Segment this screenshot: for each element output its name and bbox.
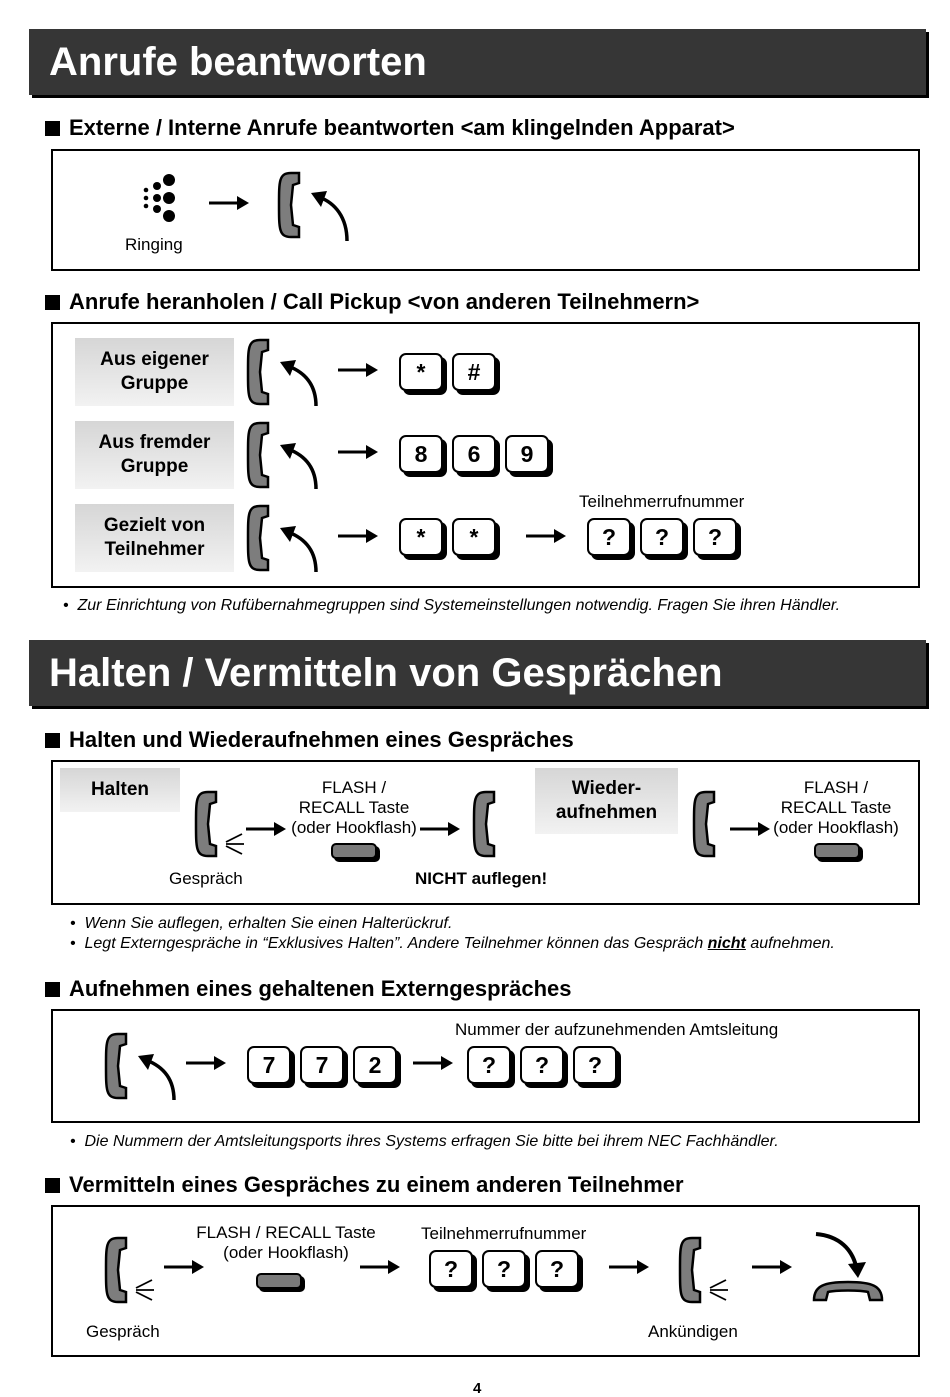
bullet: • xyxy=(63,597,78,614)
note-text: Die Nummern der Amtsleitungsports ihres Systems erfragen Sie bitte bei ihrem NEC Fachhändler. xyxy=(84,1133,779,1150)
flash-recall-key xyxy=(814,843,860,859)
key-hash: # xyxy=(452,353,496,391)
key-question: ? xyxy=(587,518,631,556)
key-8: 8 xyxy=(399,435,443,473)
label-specific-extension xyxy=(75,504,234,572)
arrow-right-icon xyxy=(609,1259,651,1275)
flash-recall-key xyxy=(331,843,377,859)
key-7: 7 xyxy=(247,1046,291,1084)
arrow-right-icon xyxy=(420,821,462,837)
subheading-text: Anrufe heranholen / Call Pickup <von anderen Teilnehmern> xyxy=(69,289,700,314)
flash-recall-text xyxy=(186,1223,386,1263)
note-line xyxy=(70,934,835,954)
handset-lift-icon xyxy=(246,504,322,576)
subheading-hold xyxy=(45,726,574,754)
text-line: FLASH / xyxy=(803,778,869,797)
bullet-square-icon xyxy=(45,982,60,997)
do-not-hang-up-warning: NICHT auflegen! xyxy=(415,869,548,888)
subheading-transfer xyxy=(45,1171,684,1199)
text-line: (oder Hookflash) xyxy=(223,1243,349,1262)
label-line: Gruppe xyxy=(120,456,189,477)
arrow-right-icon xyxy=(246,821,288,837)
label-line: Aus fremder xyxy=(98,432,211,453)
flash-recall-key xyxy=(256,1273,302,1289)
subheading-text: Halten und Wiederaufnehmen eines Gespräches xyxy=(69,727,574,752)
bullet-square-icon xyxy=(45,121,60,136)
key-question: ? xyxy=(467,1046,511,1084)
extension-number-label: Teilnehmerrufnummer xyxy=(421,1224,587,1243)
section-header-hold-transfer xyxy=(29,640,926,706)
text-line: (oder Hookflash) xyxy=(291,818,417,837)
announce-label: Ankündigen xyxy=(648,1322,738,1341)
page-number: 4 xyxy=(473,1380,482,1397)
label-hold: Halten xyxy=(60,768,180,812)
subheading-text: Externe / Interne Anrufe beantworten <am klingelnden Apparat> xyxy=(69,115,735,140)
key-6: 6 xyxy=(452,435,496,473)
hold-notes xyxy=(70,914,835,954)
section-title: Halten / Vermitteln von Gesprächen xyxy=(49,650,723,695)
arrow-right-icon xyxy=(413,1055,455,1071)
handset-lift-icon xyxy=(104,1032,180,1104)
handset-talking-icon xyxy=(678,1236,734,1308)
label-other-group xyxy=(75,421,234,489)
note-text: Legt Externgespräche in “Exklusives Halten”. Andere Teilnehmer können das Gespräch xyxy=(84,935,708,952)
label-line: Gruppe xyxy=(120,373,189,394)
key-star: * xyxy=(452,518,496,556)
label-resume xyxy=(535,768,678,834)
hang-up-icon xyxy=(810,1230,886,1310)
key-9: 9 xyxy=(505,435,549,473)
key-question: ? xyxy=(573,1046,617,1084)
handset-lift-icon xyxy=(277,169,353,245)
arrow-right-icon xyxy=(186,1055,228,1071)
arrow-right-icon xyxy=(526,528,568,544)
key-question: ? xyxy=(482,1250,526,1288)
note-text: Wenn Sie auflegen, erhalten Sie einen Halterückruf. xyxy=(84,915,453,932)
arrow-right-icon xyxy=(360,1259,402,1275)
arrow-right-icon xyxy=(338,528,380,544)
handset-lift-icon xyxy=(246,338,322,410)
label-line: Gezielt von xyxy=(103,515,206,536)
text-line: FLASH / RECALL Taste xyxy=(196,1223,376,1242)
section-header-answer-calls xyxy=(29,29,926,95)
key-star: * xyxy=(399,353,443,391)
label-line: Wieder- xyxy=(571,778,642,799)
bullet: • xyxy=(70,935,85,952)
subheading-text: Aufnehmen eines gehaltenen Externgespräches xyxy=(69,976,572,1001)
pickup-note xyxy=(63,597,840,615)
arrow-right-icon xyxy=(752,1259,794,1275)
subheading-pickup-held xyxy=(45,975,572,1003)
key-question: ? xyxy=(693,518,737,556)
note-text: aufnehmen. xyxy=(745,935,835,952)
subheading-call-pickup xyxy=(45,288,699,316)
handset-lift-icon xyxy=(246,421,322,493)
handset-talking-icon xyxy=(104,1236,160,1308)
bullet-square-icon xyxy=(45,1178,60,1193)
flash-recall-text xyxy=(286,778,422,838)
label-line: Aus eigener xyxy=(100,349,209,370)
note-emphasis: nicht xyxy=(707,935,746,952)
key-question: ? xyxy=(535,1250,579,1288)
conversation-label: Gespräch xyxy=(86,1322,160,1341)
ringing-icon xyxy=(135,171,177,227)
ringing-label: Ringing xyxy=(125,235,183,254)
arrow-right-icon xyxy=(730,821,772,837)
subheading-text: Vermitteln eines Gespräches zu einem anderen Teilnehmer xyxy=(69,1172,684,1197)
text-line: RECALL Taste xyxy=(780,798,892,817)
flash-recall-text xyxy=(768,778,904,838)
text-line: RECALL Taste xyxy=(298,798,410,817)
bullet-square-icon xyxy=(45,295,60,310)
note-text: Zur Einrichtung von Rufübernahmegruppen sind Systemeinstellungen notwendig. Fragen Sie ihren Händler. xyxy=(77,597,841,614)
key-7: 7 xyxy=(300,1046,344,1084)
answer-diagram-box xyxy=(51,149,920,271)
text-line: FLASH / xyxy=(321,778,387,797)
text-line: (oder Hookflash) xyxy=(773,818,899,837)
subheading-answer xyxy=(45,114,735,142)
handset-icon xyxy=(472,790,502,862)
handset-talking-icon xyxy=(194,790,250,862)
bullet: • xyxy=(70,1133,85,1150)
conversation-label: Gespräch xyxy=(169,869,243,888)
handset-icon xyxy=(692,790,722,862)
key-question: ? xyxy=(429,1250,473,1288)
trunk-note xyxy=(70,1133,779,1151)
note-line xyxy=(70,914,835,934)
trunk-number-label: Nummer der aufzunehmenden Amtsleitung xyxy=(455,1020,779,1039)
arrow-right-icon xyxy=(338,362,380,378)
label-line: Teilnehmer xyxy=(104,539,205,560)
bullet: • xyxy=(70,915,85,932)
key-star: * xyxy=(399,518,443,556)
bullet-square-icon xyxy=(45,733,60,748)
key-question: ? xyxy=(640,518,684,556)
section-title: Anrufe beantworten xyxy=(49,39,427,84)
label-own-group xyxy=(75,338,234,406)
arrow-right-icon xyxy=(338,444,380,460)
label-line: aufnehmen xyxy=(555,802,658,823)
extension-number-label: Teilnehmerrufnummer xyxy=(579,492,745,511)
key-question: ? xyxy=(520,1046,564,1084)
key-2: 2 xyxy=(353,1046,397,1084)
arrow-right-icon xyxy=(209,195,251,211)
